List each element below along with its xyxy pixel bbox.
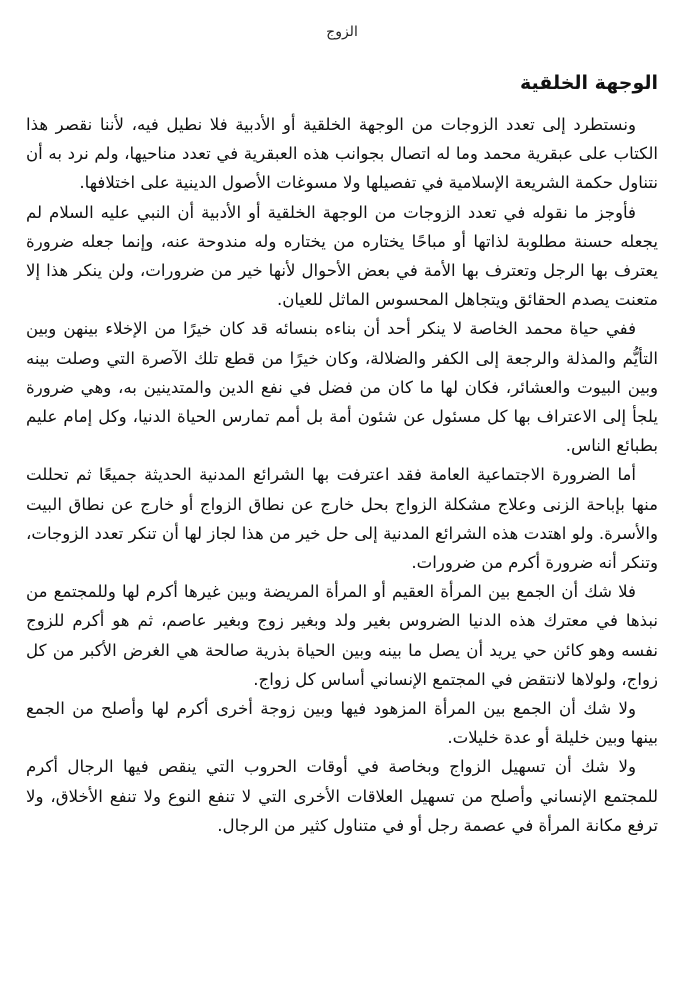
- paragraph-4: أما الضرورة الاجتماعية العامة فقد اعترفت بها الشرائع المدنية الحديثة جميعًا ثم تحللت منها بإباحة الزنى وعلاج مشكلة الزواج بحل خارج عن نطاق الزواج أو خارج عن نطاق البيت والأسرة. ولو اهتدت هذه الشرائع المدنية إلى حل خير من هذا لجاز لها أن تنكر تعدد الزوجات، وتنكر أنه ضرورة أكرم من ضرورات.: [26, 465, 658, 573]
- section-title: الوجهة الخلقية: [520, 72, 658, 94]
- paragraph-7: ولا شك أن تسهيل الزواج وبخاصة في أوقات الحروب التي ينقص فيها الرجال أكرم للمجتمع الإنساني وأصلح من تسهيل العلاقات الأخرى التي لا تنفع النوع ولا تنفع الأخلاق، ولا ترفع مكانة المرأة في عصمة رجل أو في متناول كثير من الرجال.: [26, 757, 658, 835]
- body-text: [26, 110, 658, 840]
- paragraph-2: فأوجز ما نقوله في تعدد الزوجات من الوجهة الخلقية أو الأدبية أن النبي عليه السلام لم يجعله حسنة مطلوبة لذاتها أو مباحًا يختاره من يختاره وله مندوحة عنه، وإنما جعله ضرورة يعترف بها الرجل وتعترف بها الأمة في بعض الأحوال لأنها خير من ضرورات، ولن ينكر هذا إلا متعنت يصدم الحقائق ويتجاهل المحسوس الماثل للعيان.: [26, 202, 658, 310]
- paragraph-6: ولا شك أن الجمع بين المرأة المزهود فيها وبين زوجة أخرى أكرم لها وأصلح من الجمع بينها وبين خليلة أو عدة خليلات.: [26, 699, 658, 748]
- running-header: الزوج: [326, 24, 358, 40]
- paragraph-1: ونستطرد إلى تعدد الزوجات من الوجهة الخلقية أو الأدبية فلا نطيل فيه، لأننا نقصر هذا الكتاب على عبقرية محمد وما له اتصال بجوانب هذه العبقرية في تعدد مناحيها، ولم نرد به أن نتناول حكمة الشريعة الإسلامية في تفصيلها ولا مسوغات الأصول الدينية على اختلافها.: [26, 115, 658, 193]
- paragraph-3: ففي حياة محمد الخاصة لا ينكر أحد أن بناءه بنسائه قد كان خيرًا من الإخلاء بينهن وبين التأيُّم والمذلة والرجعة إلى الكفر والضلالة، وكان خيرًا من قطع تلك الآصرة التي وصلت بينه وبين البيوت والعشائر، فكان لها ما كان من فضل في نفع الدين والمتدينين به، وهي ضرورة يلجأ إلى الاعتراف بها كل مسئول عن شئون أمة بل أمم تمارس الحياة الدنيا، وكل إمام عليم بطبائع الناس.: [26, 319, 658, 456]
- paragraph-5: فلا شك أن الجمع بين المرأة العقيم أو المرأة المريضة وبين غيرها أكرم لها وللمجتمع من نبذها في معترك هذه الدنيا الضروس بغير ولد وبغير زوج وبغير عاصم، ثم هو أكرم للزوج نفسه وهو كائن حي يريد أن يصل ما بينه وبين الحياة بذرية صالحة هي الغرض الأكبر من كل زواج، ولولاها لانتقض في المجتمع الإنساني أساس كل زواج.: [26, 582, 658, 689]
